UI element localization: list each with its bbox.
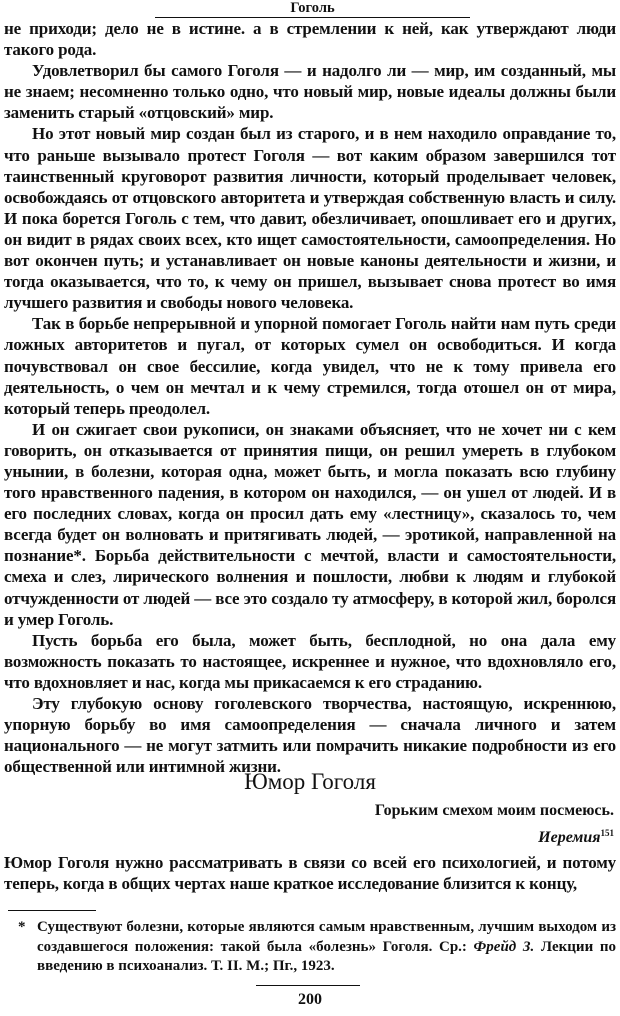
epigraph-text: Горьким смехом моим посмеюсь. bbox=[374, 802, 614, 819]
page-number: 200 bbox=[298, 991, 322, 1008]
paragraph: не приходи; дело не в истине. а в стремлении к ней, как утверждают люди такого рода. bbox=[4, 19, 616, 60]
paragraph: И он сжигает свои рукописи, он знаками объясняет, что не хочет ни с кем говорить, он отказывается от принятия пищи, он решил умереть в глубоком унынии, в болезни, которая одна, может быть, и могла показать всю глубину того нравственного падения, в котором он находился, — он ушел от людей. И в его последних словах, когда он просил дать ему «лестницу», сказалось то, чем всегда будет он волновать и притягивать людей, — эротикой, направленной на познание*. Борьба действительности с мечтой, власти и самостоятельности, смеха и слез, лирического волнения и пошлости, любви к людям и глубокой отчужденности от людей — все это создало ту атмосферу, в которой жил, боролся и умер Гоголь. bbox=[4, 419, 616, 629]
running-head: Гоголь bbox=[290, 0, 335, 16]
section-text bbox=[4, 852, 616, 894]
paragraph: Так в борьбе непрерывной и упорной помогает Гоголь найти нам путь среди ложных авторитетов и пугал, от которых сумел он освободиться. И когда почувствовал он свое бессилие, когда увидел, что не к тому привела его деятельность, о чем он мечтал и к чему стремился, тогда отошел он от мира, который теперь преодолел. bbox=[4, 314, 616, 418]
epigraph-author-name: Иеремия bbox=[538, 829, 601, 846]
footnote-mark: * bbox=[18, 919, 26, 935]
paragraph: Удовлетворил бы самого Гоголя — и надолго ли — мир, им созданный, мы не знаем; несомненно только одно, что новый мир, новые идеалы должны были заменить старый «отцовский» мир. bbox=[4, 61, 616, 123]
paragraph: Эту глубокую основу гоголевского творчества, настоящую, искреннюю, упорную борьбу во имя самоопределения — сначала личного и затем национального — не могут затмить или помрачить никакие подробности из его общественной или интимной жизни. bbox=[4, 694, 616, 777]
footnote-text-before: Существуют болезни, которые являются самым нравственным, лучшим выходом из создавшегося положения: такой была «болезнь» Гоголя. Ср.: bbox=[37, 919, 616, 955]
footnote bbox=[18, 918, 616, 977]
footnote-author: Фрейд З. bbox=[473, 938, 535, 955]
footnote-rule bbox=[8, 910, 96, 911]
main-text bbox=[4, 18, 616, 777]
footnote-text bbox=[18, 918, 616, 977]
section-first-paragraph: Юмор Гоголя нужно рассматривать в связи со всей его психологией, и потому теперь, когда в общих чертах наше краткое исследование близится к концу, bbox=[4, 853, 616, 894]
page-number-rule bbox=[256, 985, 360, 986]
epigraph-note-ref: 151 bbox=[600, 828, 614, 838]
section-title: Юмор Гоголя bbox=[244, 769, 376, 794]
epigraph-author bbox=[538, 823, 614, 848]
paragraph: Пусть борьба его была, может быть, бесплодной, но она дала ему возможность показать то настоящее, искреннее и нужное, что вдохновляло его, что вдохновляет и нас, когда мы прикасаемся к его страданию. bbox=[4, 630, 616, 692]
paragraph: Но этот новый мир создан был из старого, и в нем находило оправдание то, что раньше вызывало протест Гоголя — вот каким образом завершился тот таинственный круговорот развития личности, который проделывает человек, освобождаясь от отцовского авторитета и утверждая собственную власть и силу. И пока борется Гоголь с тем, что давит, обезличивает, опошливает его и других, он видит в рядах своих всех, кто ищет самостоятельности, самоопределения. Но вот окончен путь; и устанавливает он новые каноны деятельности и жизни, и тогда оказывается, что то, к чему он пришел, вызывает снова протест во имя лучшего развития и свободы нового человека. bbox=[4, 124, 616, 313]
footnote-text-after: Лекции по введению в психоанализ. Т. II. М.; Пг., 1923. bbox=[37, 938, 616, 974]
